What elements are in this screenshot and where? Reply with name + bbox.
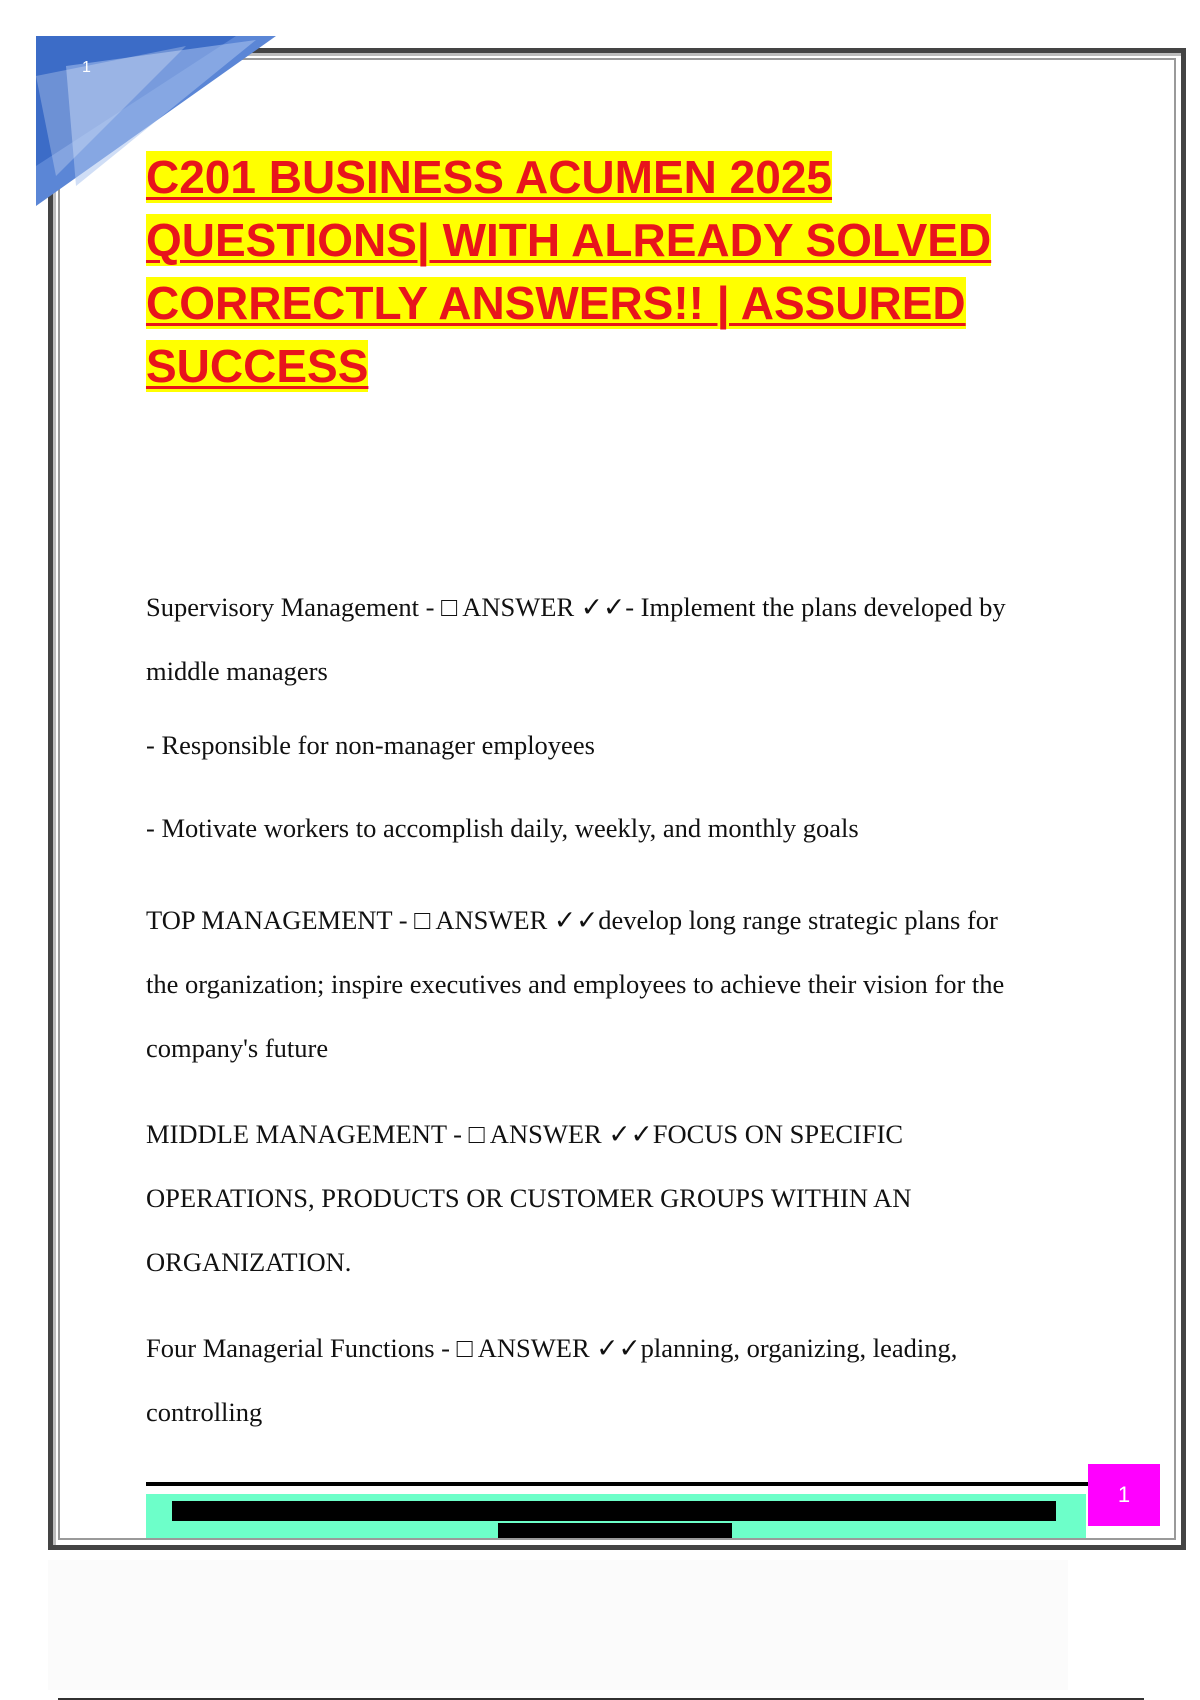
document-title <box>146 146 1076 398</box>
qa-line: middle managers <box>146 656 328 686</box>
title-line: CORRECTLY ANSWERS!! | ASSURED <box>146 277 966 329</box>
qa-line: ORGANIZATION. <box>146 1247 352 1277</box>
title-line: C201 BUSINESS ACUMEN 2025 <box>146 151 832 203</box>
qa-item-supervisory-management <box>146 575 1076 703</box>
next-page-preview <box>48 1560 1068 1690</box>
qa-line: MIDDLE MANAGEMENT - □ ANSWER ✓✓FOCUS ON SPECIFIC <box>146 1119 904 1149</box>
qa-item-managerial-functions <box>146 1316 1076 1444</box>
qa-line: company's future <box>146 1033 329 1063</box>
page-number-badge: 1 <box>1088 1464 1160 1526</box>
qa-item-bullet <box>146 808 1076 848</box>
footer-bar <box>146 1494 1086 1538</box>
footer-divider <box>146 1482 1088 1486</box>
qa-item-middle-management <box>146 1102 1076 1294</box>
qa-line: Four Managerial Functions - □ ANSWER ✓✓planning, organizing, leading, <box>146 1333 958 1363</box>
qa-line: the organization; inspire executives and employees to achieve their vision for the <box>146 969 1005 999</box>
footer-redaction-bar <box>172 1501 1056 1521</box>
qa-line: - Motivate workers to accomplish daily, weekly, and monthly goals <box>146 813 859 843</box>
qa-line: OPERATIONS, PRODUCTS OR CUSTOMER GROUPS WITHIN AN <box>146 1183 912 1213</box>
qa-line: controlling <box>146 1397 263 1427</box>
qa-item-bullet <box>146 725 1076 765</box>
qa-line: Supervisory Management - □ ANSWER ✓✓- Implement the plans developed by <box>146 592 1006 622</box>
corner-page-number: 1 <box>82 59 91 76</box>
qa-line: - Responsible for non-manager employees <box>146 730 595 760</box>
title-line: SUCCESS <box>146 340 369 392</box>
title-line: QUESTIONS| WITH ALREADY SOLVED <box>146 214 992 266</box>
footer-redaction-bar <box>498 1523 732 1538</box>
qa-line: TOP MANAGEMENT - □ ANSWER ✓✓develop long range strategic plans for <box>146 905 998 935</box>
qa-content <box>146 575 1076 1466</box>
qa-item-top-management <box>146 888 1076 1080</box>
